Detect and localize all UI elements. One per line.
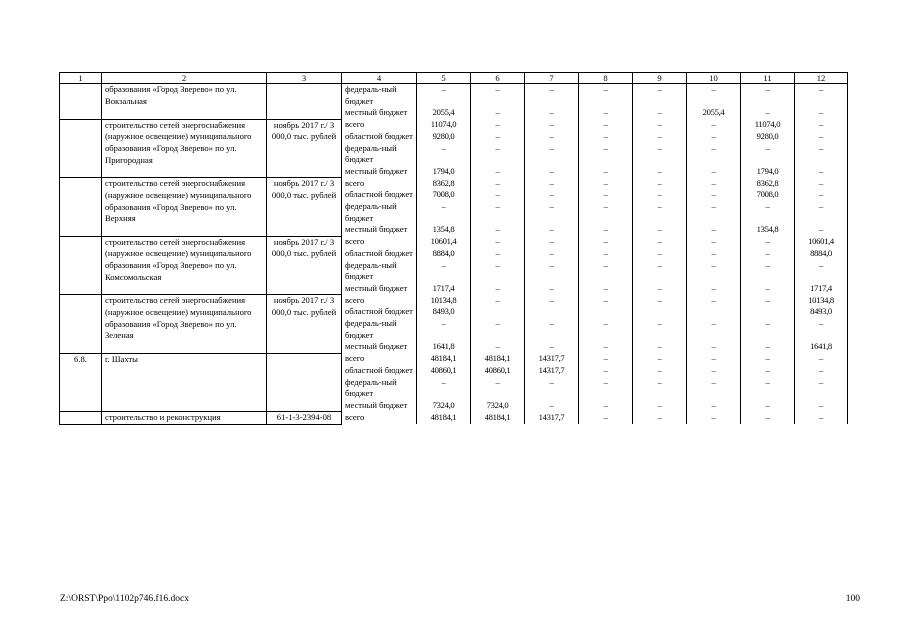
budget-table: [59, 72, 848, 425]
item-number-cell: [60, 84, 102, 120]
amount-cell: –: [633, 189, 687, 201]
amount-cell: –: [795, 224, 848, 236]
amount-cell: –: [471, 119, 525, 131]
amount-cell: –: [525, 224, 579, 236]
amount-cell: –: [471, 224, 525, 236]
amount-cell: –: [579, 341, 633, 353]
funding-source-cell: всего: [342, 178, 417, 190]
amount-cell: 1641,8: [795, 341, 848, 353]
column-number-cell: 2: [102, 73, 267, 84]
amount-cell: –: [795, 143, 848, 166]
amount-cell: –: [795, 166, 848, 178]
object-name-cell: образования «Город Зверево» по ул. Вокзальная: [102, 84, 267, 120]
amount-cell: [741, 306, 795, 318]
amount-cell: 9280,0: [417, 131, 471, 143]
amount-cell: –: [579, 119, 633, 131]
amount-cell: 8362,8: [741, 178, 795, 190]
term-cell: ноябрь 2017 г./ 3 000,0 тыс. рублей: [267, 119, 342, 178]
amount-cell: –: [471, 201, 525, 224]
amount-cell: –: [471, 318, 525, 341]
object-name-cell: строительство сетей энергоснабжения (наружное освещение) муниципального образования «Город Зверево» по ул. Пригородная: [102, 119, 267, 178]
funding-source-cell: местный бюджет: [342, 107, 417, 119]
table-row: [60, 295, 848, 307]
amount-cell: –: [741, 318, 795, 341]
amount-cell: –: [471, 107, 525, 119]
amount-cell: –: [579, 400, 633, 412]
amount-cell: –: [741, 84, 795, 108]
amount-cell: 8493,0: [417, 306, 471, 318]
amount-cell: –: [741, 365, 795, 377]
amount-cell: 1794,0: [741, 166, 795, 178]
amount-cell: 7324,0: [471, 400, 525, 412]
amount-cell: –: [579, 248, 633, 260]
amount-cell: –: [633, 260, 687, 283]
amount-cell: –: [579, 201, 633, 224]
column-number-cell: 4: [342, 73, 417, 84]
amount-cell: –: [579, 107, 633, 119]
amount-cell: –: [687, 201, 741, 224]
amount-cell: –: [525, 248, 579, 260]
amount-cell: –: [579, 178, 633, 190]
amount-cell: 7008,0: [741, 189, 795, 201]
amount-cell: –: [741, 248, 795, 260]
amount-cell: –: [471, 178, 525, 190]
amount-cell: –: [579, 143, 633, 166]
amount-cell: [687, 306, 741, 318]
amount-cell: –: [471, 84, 525, 108]
object-name-cell: строительство сетей энергоснабжения (наружное освещение) муниципального образования «Город Зверево» по ул. Комсомольская: [102, 236, 267, 295]
term-cell: ноябрь 2017 г./ 3 000,0 тыс. рублей: [267, 295, 342, 354]
amount-cell: –: [741, 260, 795, 283]
amount-cell: 8884,0: [795, 248, 848, 260]
term-cell: 61-1-3-2394-08: [267, 412, 342, 425]
funding-source-cell: всего: [342, 295, 417, 307]
funding-source-cell: всего: [342, 412, 417, 425]
amount-cell: –: [579, 131, 633, 143]
amount-cell: –: [579, 224, 633, 236]
funding-source-cell: всего: [342, 353, 417, 365]
amount-cell: –: [579, 295, 633, 307]
amount-cell: –: [471, 341, 525, 353]
object-name-cell: строительство сетей энергоснабжения (наружное освещение) муниципального образования «Город Зверево» по ул. Верхняя: [102, 178, 267, 237]
amount-cell: –: [633, 119, 687, 131]
amount-cell: 1717,4: [795, 283, 848, 295]
amount-cell: –: [525, 341, 579, 353]
item-number-cell: [60, 178, 102, 237]
amount-cell: 1354,8: [741, 224, 795, 236]
amount-cell: –: [579, 189, 633, 201]
amount-cell: –: [417, 143, 471, 166]
amount-cell: –: [687, 400, 741, 412]
amount-cell: –: [417, 260, 471, 283]
amount-cell: 14317,7: [525, 353, 579, 365]
amount-cell: –: [633, 107, 687, 119]
amount-cell: –: [579, 318, 633, 341]
amount-cell: –: [633, 295, 687, 307]
item-number-cell: [60, 412, 102, 425]
amount-cell: 48184,1: [471, 353, 525, 365]
amount-cell: 11074,0: [741, 119, 795, 131]
amount-cell: –: [525, 377, 579, 400]
term-cell: ноябрь 2017 г./ 3 000,0 тыс. рублей: [267, 178, 342, 237]
column-number-cell: 7: [525, 73, 579, 84]
table-row: [60, 119, 848, 131]
amount-cell: 48184,1: [417, 353, 471, 365]
amount-cell: –: [741, 412, 795, 425]
column-number-cell: 12: [795, 73, 848, 84]
amount-cell: 11074,0: [417, 119, 471, 131]
amount-cell: 8493,0: [795, 306, 848, 318]
amount-cell: –: [633, 131, 687, 143]
funding-source-cell: местный бюджет: [342, 341, 417, 353]
amount-cell: –: [525, 260, 579, 283]
amount-cell: 40860,1: [471, 365, 525, 377]
amount-cell: –: [633, 400, 687, 412]
amount-cell: –: [687, 377, 741, 400]
amount-cell: –: [741, 353, 795, 365]
amount-cell: –: [471, 131, 525, 143]
amount-cell: –: [471, 283, 525, 295]
amount-cell: –: [525, 189, 579, 201]
amount-cell: –: [687, 412, 741, 425]
amount-cell: 7008,0: [417, 189, 471, 201]
amount-cell: –: [525, 318, 579, 341]
amount-cell: –: [525, 143, 579, 166]
amount-cell: –: [633, 353, 687, 365]
funding-source-cell: местный бюджет: [342, 400, 417, 412]
amount-cell: –: [687, 224, 741, 236]
funding-source-cell: местный бюджет: [342, 224, 417, 236]
amount-cell: 9280,0: [741, 131, 795, 143]
funding-source-cell: федераль-ный бюджет: [342, 260, 417, 283]
amount-cell: –: [687, 353, 741, 365]
amount-cell: –: [579, 84, 633, 108]
amount-cell: –: [741, 143, 795, 166]
amount-cell: –: [741, 283, 795, 295]
funding-source-cell: федераль-ный бюджет: [342, 318, 417, 341]
amount-cell: 14317,7: [525, 412, 579, 425]
column-number-cell: 1: [60, 73, 102, 84]
amount-cell: –: [633, 166, 687, 178]
column-number-cell: 3: [267, 73, 342, 84]
amount-cell: –: [741, 107, 795, 119]
amount-cell: –: [741, 236, 795, 248]
amount-cell: [471, 306, 525, 318]
footer-file-path: Z:\ORST\Ppo\1102p746.f16.docx: [60, 594, 189, 604]
amount-cell: 2055,4: [417, 107, 471, 119]
amount-cell: –: [471, 189, 525, 201]
column-number-cell: 9: [633, 73, 687, 84]
amount-cell: –: [525, 131, 579, 143]
amount-cell: –: [741, 341, 795, 353]
term-cell: ноябрь 2017 г./ 3 000,0 тыс. рублей: [267, 236, 342, 295]
amount-cell: –: [795, 107, 848, 119]
term-cell: [267, 84, 342, 120]
amount-cell: –: [795, 365, 848, 377]
column-number-cell: 5: [417, 73, 471, 84]
amount-cell: 40860,1: [417, 365, 471, 377]
amount-cell: –: [795, 119, 848, 131]
amount-cell: –: [795, 201, 848, 224]
amount-cell: –: [579, 412, 633, 425]
table-row: [60, 178, 848, 190]
amount-cell: 7324,0: [417, 400, 471, 412]
amount-cell: –: [633, 84, 687, 108]
amount-cell: [633, 306, 687, 318]
amount-cell: –: [525, 236, 579, 248]
amount-cell: 8362,8: [417, 178, 471, 190]
amount-cell: 48184,1: [471, 412, 525, 425]
amount-cell: –: [795, 260, 848, 283]
amount-cell: –: [687, 119, 741, 131]
amount-cell: –: [687, 166, 741, 178]
funding-source-cell: областной бюджет: [342, 248, 417, 260]
amount-cell: –: [687, 318, 741, 341]
funding-source-cell: областной бюджет: [342, 189, 417, 201]
amount-cell: –: [687, 341, 741, 353]
amount-cell: 14317,7: [525, 365, 579, 377]
amount-cell: –: [471, 260, 525, 283]
amount-cell: 8884,0: [417, 248, 471, 260]
amount-cell: –: [471, 248, 525, 260]
amount-cell: –: [795, 400, 848, 412]
amount-cell: –: [471, 143, 525, 166]
funding-source-cell: федераль-ный бюджет: [342, 143, 417, 166]
amount-cell: –: [687, 189, 741, 201]
amount-cell: –: [525, 295, 579, 307]
amount-cell: –: [417, 84, 471, 108]
funding-source-cell: местный бюджет: [342, 166, 417, 178]
amount-cell: –: [741, 400, 795, 412]
amount-cell: –: [687, 365, 741, 377]
amount-cell: –: [471, 166, 525, 178]
amount-cell: 1794,0: [417, 166, 471, 178]
amount-cell: –: [687, 131, 741, 143]
item-number-cell: 6.8.: [60, 353, 102, 412]
amount-cell: –: [687, 236, 741, 248]
amount-cell: –: [795, 318, 848, 341]
amount-cell: [579, 306, 633, 318]
amount-cell: –: [417, 377, 471, 400]
amount-cell: 1641,8: [417, 341, 471, 353]
amount-cell: –: [525, 119, 579, 131]
table-row: [60, 84, 848, 108]
amount-cell: –: [579, 283, 633, 295]
term-cell: [267, 353, 342, 412]
amount-cell: –: [471, 236, 525, 248]
amount-cell: –: [687, 295, 741, 307]
object-name-cell: строительство и реконструкция: [102, 412, 267, 425]
footer-page-number: 100: [845, 594, 860, 604]
amount-cell: –: [633, 236, 687, 248]
amount-cell: –: [579, 166, 633, 178]
column-number-cell: 8: [579, 73, 633, 84]
amount-cell: –: [687, 84, 741, 108]
funding-source-cell: федераль-ный бюджет: [342, 377, 417, 400]
column-number-cell: 10: [687, 73, 741, 84]
amount-cell: 10134,8: [795, 295, 848, 307]
amount-cell: –: [795, 412, 848, 425]
amount-cell: –: [417, 318, 471, 341]
amount-cell: 1354,8: [417, 224, 471, 236]
amount-cell: 1717,4: [417, 283, 471, 295]
table-row: [60, 353, 848, 365]
amount-cell: –: [579, 377, 633, 400]
amount-cell: [525, 306, 579, 318]
funding-source-cell: областной бюджет: [342, 306, 417, 318]
column-number-cell: 6: [471, 73, 525, 84]
table-row: [60, 236, 848, 248]
amount-cell: 2055,4: [687, 107, 741, 119]
amount-cell: –: [795, 189, 848, 201]
amount-cell: –: [795, 353, 848, 365]
amount-cell: –: [417, 201, 471, 224]
amount-cell: –: [633, 248, 687, 260]
object-name-cell: г. Шахты: [102, 353, 267, 412]
funding-source-cell: федераль-ный бюджет: [342, 84, 417, 108]
amount-cell: –: [579, 236, 633, 248]
item-number-cell: [60, 119, 102, 178]
amount-cell: –: [633, 365, 687, 377]
table-row: [60, 412, 848, 425]
amount-cell: –: [525, 400, 579, 412]
amount-cell: –: [687, 283, 741, 295]
header-row: [60, 73, 848, 84]
amount-cell: –: [525, 107, 579, 119]
item-number-cell: [60, 295, 102, 354]
amount-cell: –: [633, 224, 687, 236]
amount-cell: –: [741, 377, 795, 400]
amount-cell: –: [633, 341, 687, 353]
amount-cell: –: [795, 377, 848, 400]
amount-cell: –: [687, 248, 741, 260]
amount-cell: –: [633, 412, 687, 425]
funding-source-cell: областной бюджет: [342, 365, 417, 377]
amount-cell: –: [795, 178, 848, 190]
amount-cell: –: [525, 84, 579, 108]
amount-cell: –: [633, 377, 687, 400]
funding-source-cell: федераль-ный бюджет: [342, 201, 417, 224]
amount-cell: –: [687, 260, 741, 283]
amount-cell: 10601,4: [417, 236, 471, 248]
amount-cell: –: [471, 377, 525, 400]
amount-cell: –: [633, 143, 687, 166]
funding-source-cell: областной бюджет: [342, 131, 417, 143]
amount-cell: –: [687, 178, 741, 190]
amount-cell: –: [633, 283, 687, 295]
amount-cell: –: [471, 295, 525, 307]
amount-cell: –: [633, 318, 687, 341]
amount-cell: –: [525, 166, 579, 178]
funding-source-cell: всего: [342, 119, 417, 131]
amount-cell: –: [633, 178, 687, 190]
amount-cell: –: [687, 143, 741, 166]
funding-source-cell: всего: [342, 236, 417, 248]
amount-cell: –: [579, 365, 633, 377]
amount-cell: –: [633, 201, 687, 224]
item-number-cell: [60, 236, 102, 295]
amount-cell: –: [579, 260, 633, 283]
amount-cell: –: [525, 201, 579, 224]
amount-cell: –: [795, 84, 848, 108]
amount-cell: 48184,1: [417, 412, 471, 425]
amount-cell: –: [795, 131, 848, 143]
amount-cell: –: [525, 283, 579, 295]
amount-cell: –: [525, 178, 579, 190]
amount-cell: –: [579, 353, 633, 365]
funding-source-cell: местный бюджет: [342, 283, 417, 295]
amount-cell: –: [741, 295, 795, 307]
amount-cell: –: [741, 201, 795, 224]
amount-cell: 10134,8: [417, 295, 471, 307]
object-name-cell: строительство сетей энергоснабжения (наружное освещение) муниципального образования «Город Зверево» по ул. Зеленая: [102, 295, 267, 354]
column-number-cell: 11: [741, 73, 795, 84]
amount-cell: 10601,4: [795, 236, 848, 248]
